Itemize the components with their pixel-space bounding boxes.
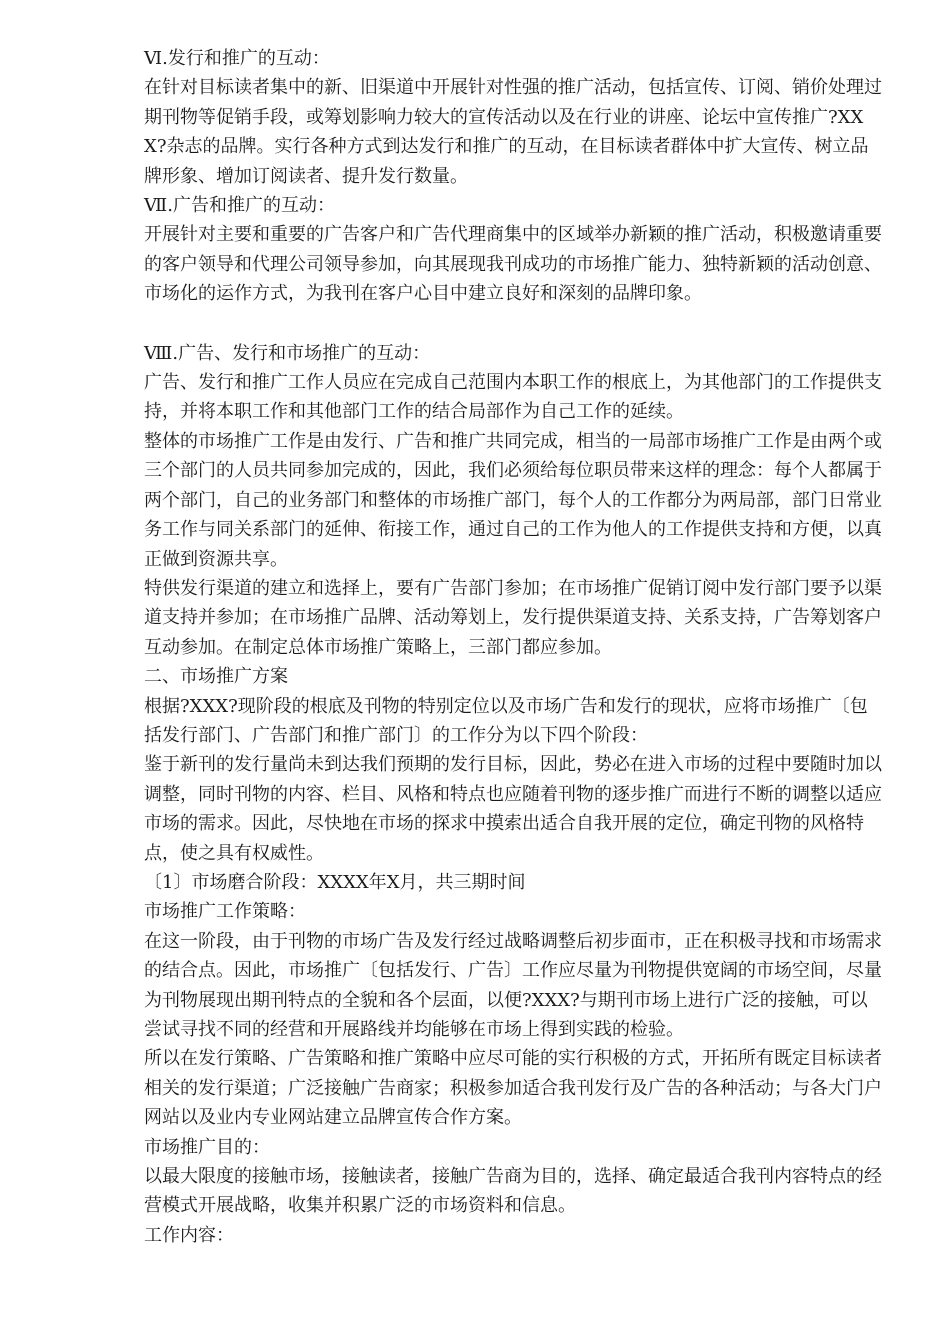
part-2-heading: 二、市场推广方案 [144,666,288,688]
section-8-paragraph: 广告、发行和推广工作人员应在完成自己范围内本职工作的根底上，为其他部门的工作提供支持，并将本职工作和其他部门工作的结合局部作为自己工作的延续。 [144,372,882,423]
section-7-body: 开展针对主要和重要的广告客户和广告代理商集中的区域举办新颖的推广活动，积极邀请重要的客户领导和代理公司领导参加，向其展现我刊成功的市场推广能力、独特新颖的活动创意、市场化的运作方式，为我刊在客户心目中建立良好和深刻的品牌印象。 [144,224,882,305]
goal-heading: 市场推广目的： [144,1136,270,1158]
strategy-paragraph: 在这一阶段，由于刊物的市场广告及发行经过战略调整后初步面市，正在积极寻找和市场需求的结合点。因此，市场推广〔包括发行、广告〕工作应尽量为刊物提供宽阔的市场空间，尽量为刊物展现出期刊特点的全貌和各个层面，以便?XXX?与期刊市场上进行广泛的接触，可以尝试寻找不同的经营和开展路线并均能够在市场上得到实践的检验。 [144,930,882,1040]
section-8-paragraph: 特供发行渠道的建立和选择上，要有广告部门参加；在市场推广促销订阅中发行部门要予以渠道支持并参加；在市场推广品牌、活动筹划上，发行提供渠道支持、关系支持，广告筹划客户互动参加。在制定总体市场推广策略上，三部门都应参加。 [144,577,882,658]
section-8-paragraph: 整体的市场推广工作是由发行、广告和推广共同完成，相当的一局部市场推广工作是由两个或三个部门的人员共同参加完成的，因此，我们必须给每位职员带来这样的理念：每个人都属于两个部门，自己的业务部门和整体的市场推广部门，每个人的工作都分为两局部，部门日常业务工作与同关系部门的延伸、衔接工作，通过自己的工作为他人的工作提供支持和方便，以真正做到资源共享。 [144,430,882,570]
section-6-body: 在针对目标读者集中的新、旧渠道中开展针对性强的推广活动，包括宣传、订阅、销价处理过期刊物等促销手段，或筹划影响力较大的宣传活动以及在行业的讲座、论坛中宣传推广?XXX?杂志的品牌。实行各种方式到达发行和推广的互动，在目标读者群体中扩大宣传、树立品牌形象、增加订阅读者、提升发行数量。 [144,77,882,187]
section-6-heading: Ⅵ.发行和推广的互动： [144,48,330,69]
part-2-paragraph: 鉴于新刊的发行量尚未到达我们预期的发行目标，因此，势必在进入市场的过程中要随时加以调整，同时刊物的内容、栏目、风格和特点也应随着刊物的逐步推广而进行不断的调整以适应市场的需求。因此，尽快地在市场的探求中摸索出适合自我开展的定位，确定刊物的风格特点，使之具有权威性。 [144,754,882,864]
paragraph-gap [144,309,884,339]
strategy-paragraph: 所以在发行策略、广告策略和推广策略中应尽可能的实行积极的方式，开拓所有既定目标读者相关的发行渠道；广泛接触广告商家；积极参加适合我刊发行及广告的各种活动；与各大门户网站以及业内专业网站建立品牌宣传合作方案。 [144,1048,882,1129]
goal-paragraph: 以最大限度的接触市场，接触读者，接触广告商为目的，选择、确定最适合我刊内容特点的经营模式开展战略，收集并积累广泛的市场资料和信息。 [144,1166,882,1217]
section-8-heading: Ⅷ.广告、发行和市场推广的互动： [144,342,431,364]
strategy-heading: 市场推广工作策略： [144,901,306,923]
work-content-heading: 工作内容： [144,1224,234,1246]
document-page [144,44,884,1250]
part-2-paragraph: 根据?XXX?现阶段的根底及刊物的特别定位以及市场广告和发行的现状，应将市场推广〔包括发行部门、广告部门和推广部门〕的工作分为以下四个阶段： [144,695,868,746]
stage-1-heading: 〔1〕市场磨合阶段：XXXX年X月，共三期时间 [144,871,526,893]
section-7-heading: Ⅶ.广告和推广的互动： [144,195,335,217]
